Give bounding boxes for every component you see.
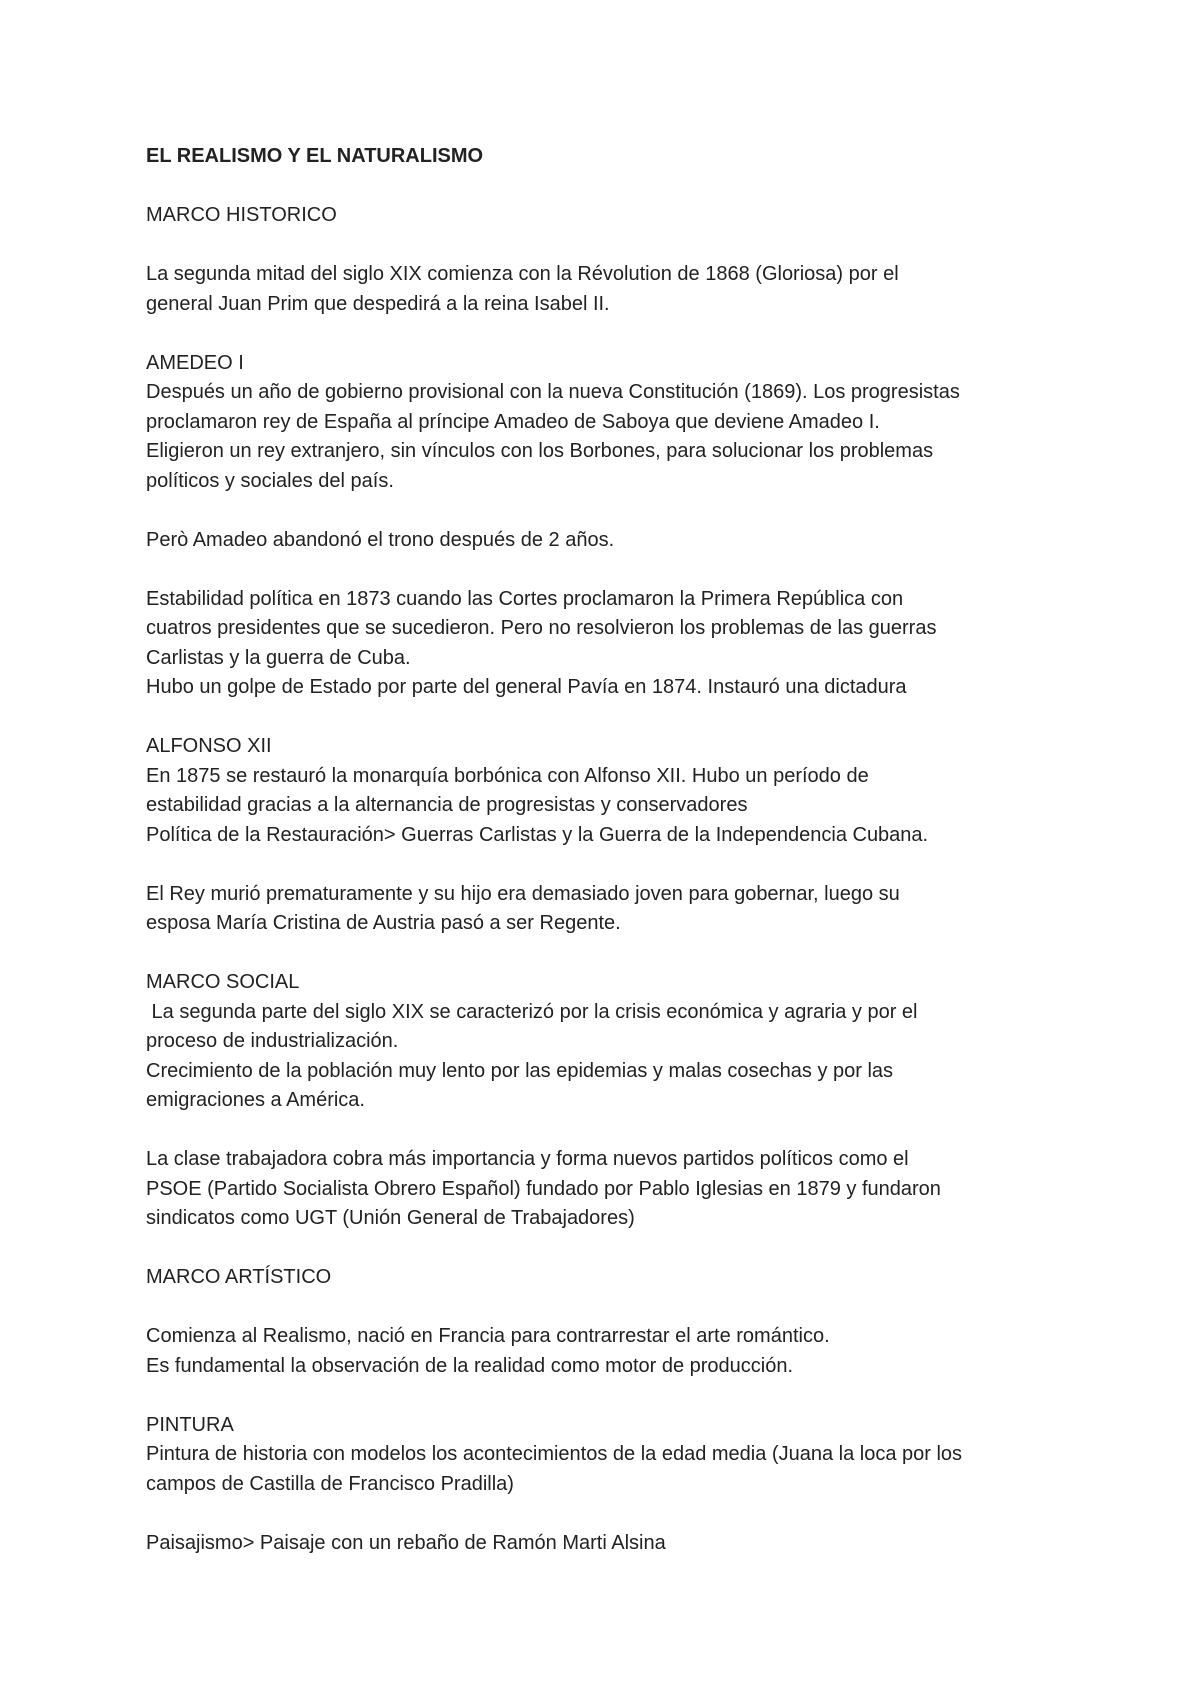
section-heading: AMEDEO I xyxy=(146,351,244,374)
text-line: proclamaron rey de España al príncipe Amadeo de Saboya que deviene Amadeo I. xyxy=(146,410,880,433)
text-line: políticos y sociales del país. xyxy=(146,469,394,492)
spacer xyxy=(146,939,1106,969)
text-line: Después un año de gobierno provisional con la nueva Constitución (1869). Los progresistas xyxy=(146,381,960,403)
text-line: sindicatos como UGT (Unión General de Trabajadores) xyxy=(146,1207,635,1229)
section-heading: MARCO SOCIAL xyxy=(146,971,300,993)
spacer xyxy=(146,172,1106,202)
spacer xyxy=(146,703,1106,733)
text-line: esposa María Cristina de Austria pasó a ser Regente. xyxy=(146,912,621,934)
text-line: Hubo un golpe de Estado por parte del general Pavía en 1874. Instauró una dictadura xyxy=(146,676,907,698)
spacer xyxy=(146,231,1106,261)
text-line: Crecimiento de la población muy lento por las epidemias y malas cosechas y por las xyxy=(146,1059,894,1082)
text-line: general Juan Prim que despedirá a la reina Isabel II. xyxy=(146,292,610,315)
section-heading: MARCO ARTÍSTICO xyxy=(146,1266,332,1288)
document-title: EL REALISMO Y EL NATURALISMO xyxy=(146,145,484,167)
text-line: proceso de industrialización. xyxy=(146,1030,399,1052)
text-line: La segunda parte del siglo XIX se caracterizó por la crisis económica y agraria y por el xyxy=(146,1000,918,1023)
text-line: El Rey murió prematuramente y su hijo era demasiado joven para gobernar, luego su xyxy=(146,882,900,905)
text-line: Però Amadeo abandonó el trono después de 2 años. xyxy=(146,528,615,551)
text-line: estabilidad gracias a la alternancia de progresistas y conservadores xyxy=(146,794,748,816)
text-line: Carlistas y la guerra de Cuba. xyxy=(146,646,411,669)
text-line: La segunda mitad del siglo XIX comienza con la Révolution de 1868 (Gloriosa) por el xyxy=(146,263,899,285)
section-heading: ALFONSO XII xyxy=(146,735,272,757)
text-line: PSOE (Partido Socialista Obrero Español) fundado por Pablo Iglesias en 1879 y fundaron xyxy=(146,1177,941,1200)
section-marco-artistico xyxy=(146,1263,1106,1381)
text-line: Pintura de historia con modelos los acontecimientos de la edad media (Juana la loca por los xyxy=(146,1443,963,1465)
section-amedeo-i xyxy=(146,349,1106,703)
spacer xyxy=(146,555,1106,585)
text-line: Política de la Restauración> Guerras Carlistas y la Guerra de la Independencia Cubana. xyxy=(146,823,929,846)
spacer xyxy=(146,850,1106,880)
text-line: Estabilidad política en 1873 cuando las Cortes proclamaron la Primera República con xyxy=(146,587,904,610)
spacer xyxy=(146,1293,1106,1323)
text-line: Es fundamental la observación de la realidad como motor de producción. xyxy=(146,1354,794,1377)
text-line: campos de Castilla de Francisco Pradilla) xyxy=(146,1472,514,1495)
text-line: cuatros presidentes que se sucedieron. Pero no resolvieron los problemas de las guerras xyxy=(146,617,937,639)
spacer xyxy=(146,1381,1106,1411)
spacer xyxy=(146,1234,1106,1264)
text-line: Eligieron un rey extranjero, sin vínculos con los Borbones, para solucionar los problemas xyxy=(146,440,934,462)
section-heading: MARCO HISTORICO xyxy=(146,204,337,226)
spacer xyxy=(146,496,1106,526)
spacer xyxy=(146,319,1106,349)
section-marco-historico xyxy=(146,201,1106,319)
section-alfonso-xii xyxy=(146,732,1106,939)
text-line: En 1875 se restauró la monarquía borbónica con Alfonso XII. Hubo un período de xyxy=(146,764,869,787)
section-marco-social xyxy=(146,968,1106,1234)
spacer xyxy=(146,1116,1106,1146)
text-line: Paisajismo> Paisaje con un rebaño de Ramón Marti Alsina xyxy=(146,1531,666,1554)
spacer xyxy=(146,1499,1106,1529)
text-line: emigraciones a América. xyxy=(146,1089,365,1111)
section-pintura xyxy=(146,1411,1106,1559)
text-line: La clase trabajadora cobra más importancia y forma nuevos partidos políticos como el xyxy=(146,1148,909,1170)
section-heading: PINTURA xyxy=(146,1413,234,1436)
text-line: Comienza al Realismo, nació en Francia para contrarrestar el arte romántico. xyxy=(146,1325,830,1347)
document-page xyxy=(146,142,1106,1558)
